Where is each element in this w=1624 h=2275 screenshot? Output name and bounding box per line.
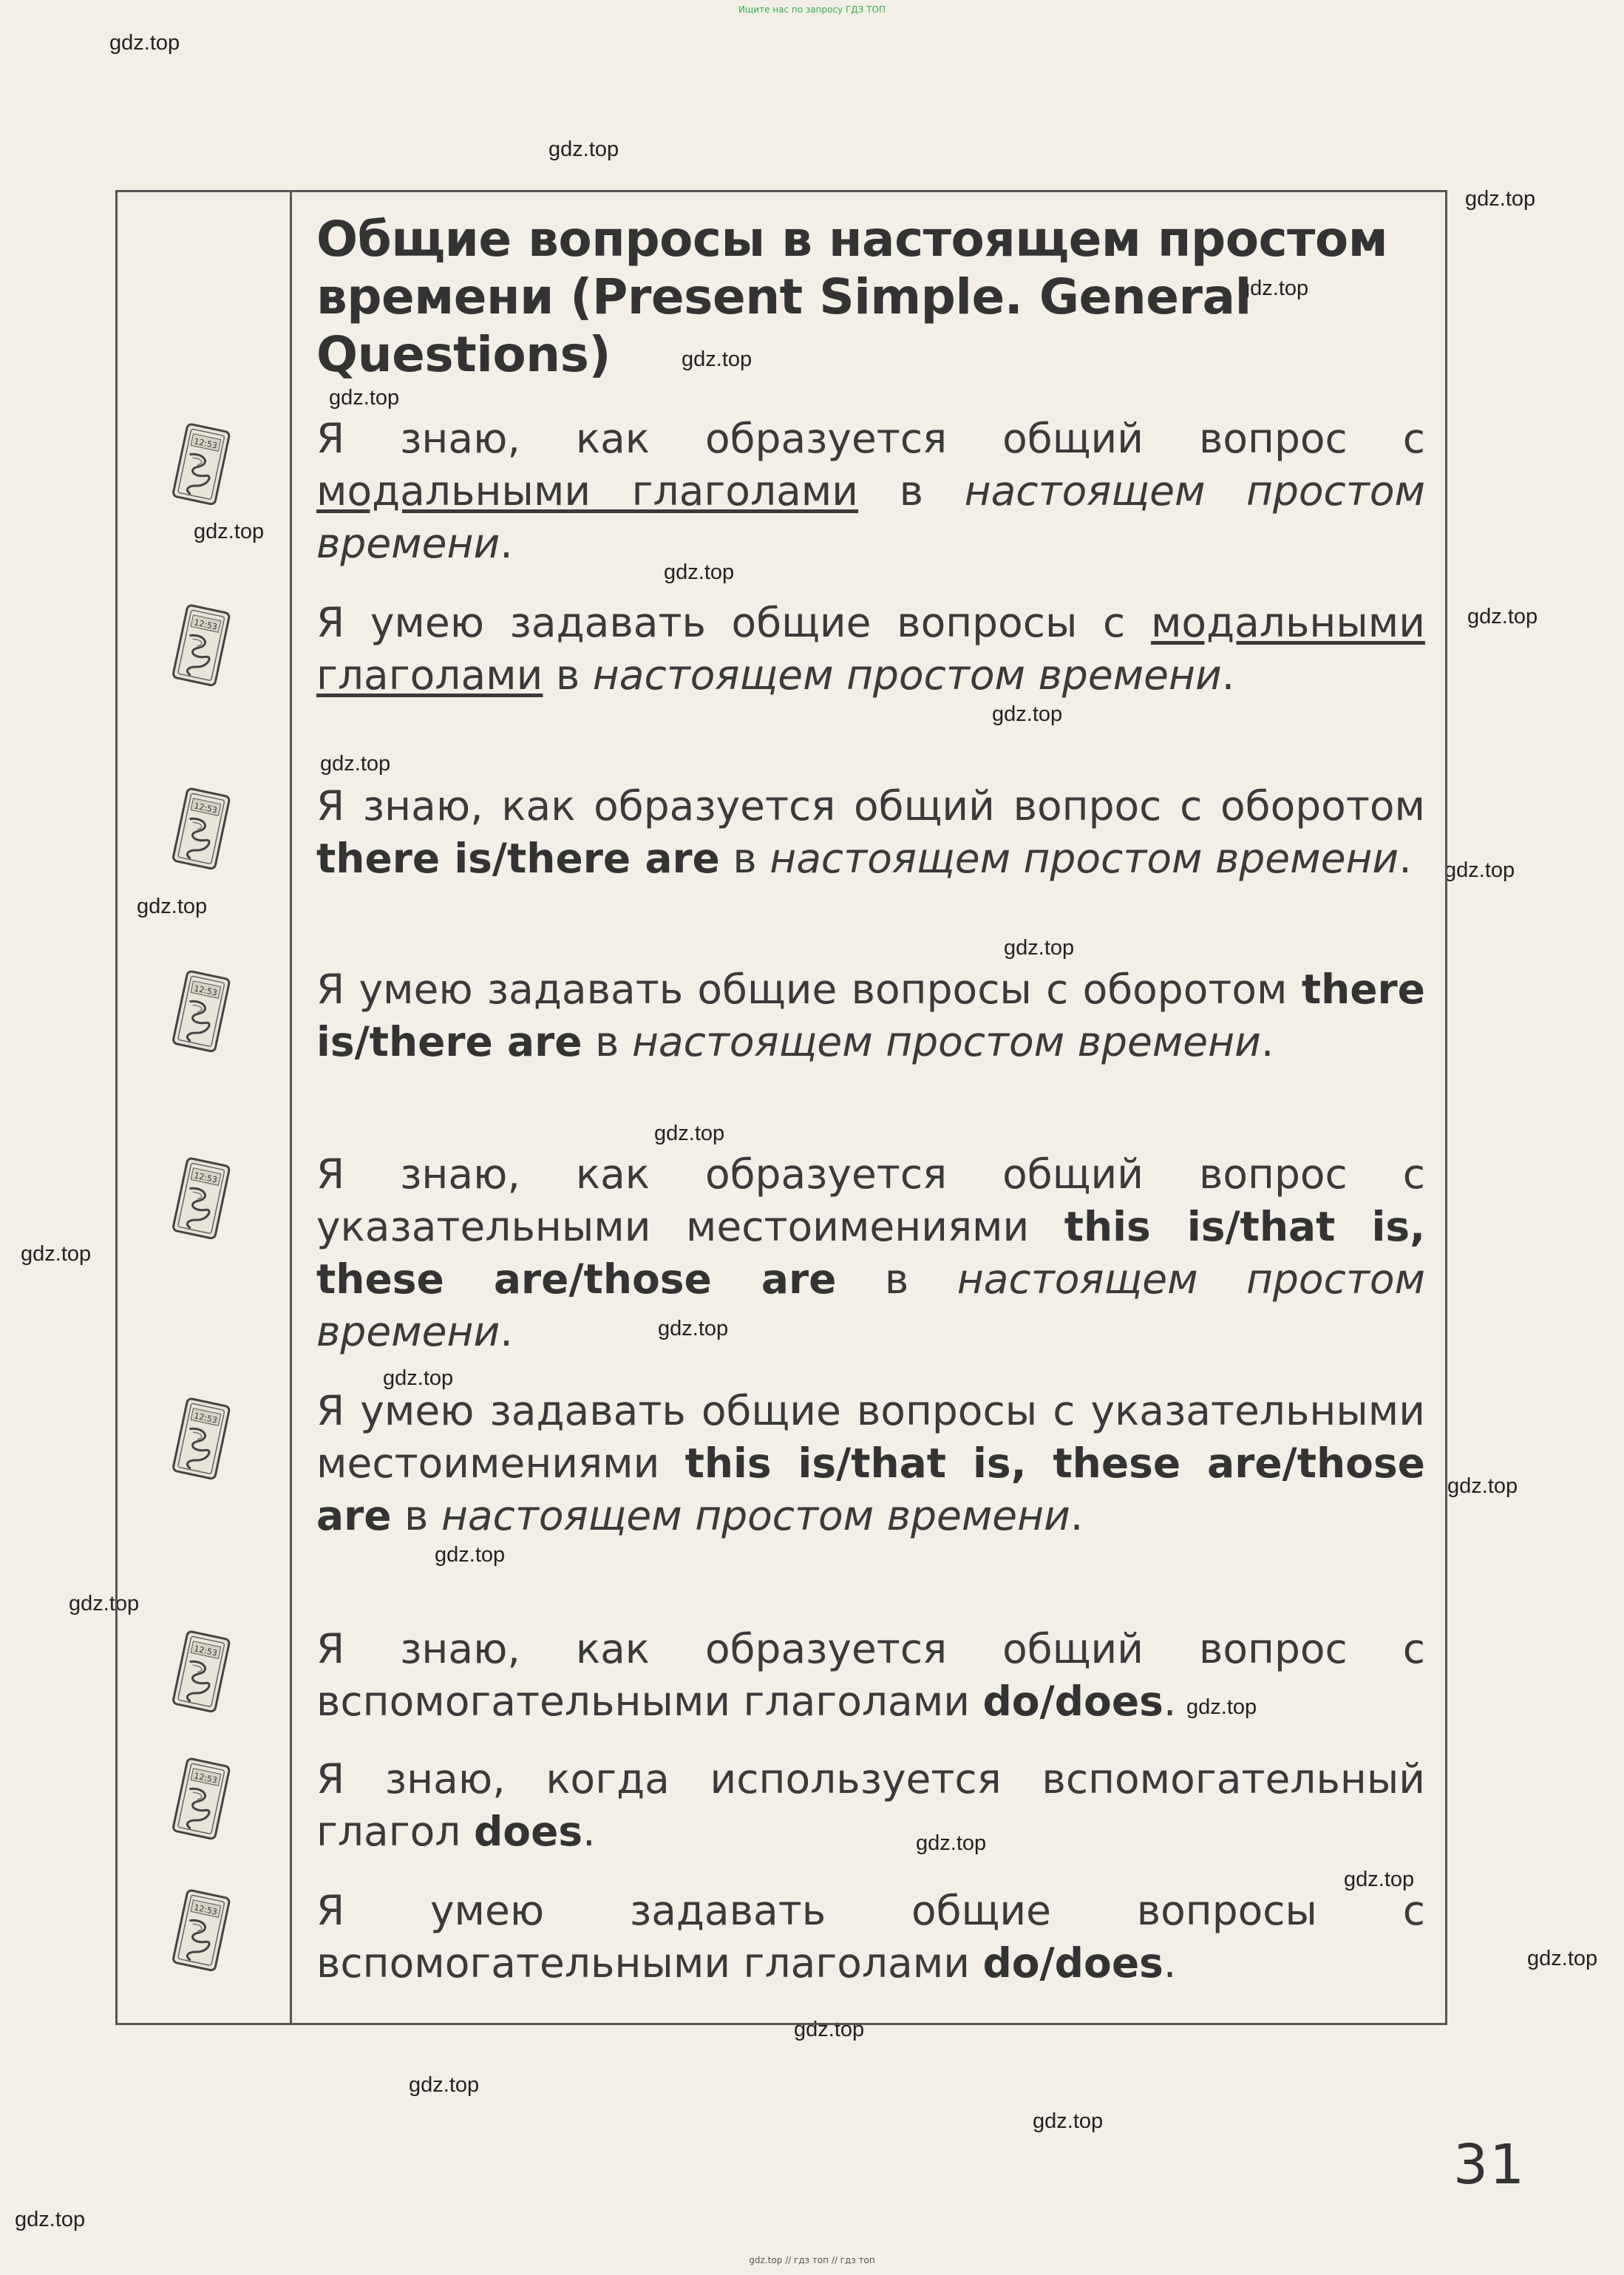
tablet-clock-icon <box>166 1156 237 1243</box>
watermark: gdz.top <box>320 752 391 776</box>
watermark: gdz.top <box>69 1592 140 1615</box>
svg-text:12:53: 12:53 <box>193 1902 219 1917</box>
watermark: gdz.top <box>654 1122 725 1145</box>
svg-text:12:53: 12:53 <box>193 1771 219 1786</box>
watermark: gdz.top <box>916 1831 987 1855</box>
watermark: gdz.top <box>137 895 208 918</box>
watermark: gdz.top <box>794 2018 865 2041</box>
watermark: gdz.top <box>682 347 752 371</box>
checklist-item: Я знаю, когда используется вспомогательный глагол does. <box>316 1755 1425 1855</box>
watermark: gdz.top <box>992 702 1063 726</box>
svg-text:12:53: 12:53 <box>193 1644 219 1658</box>
tablet-clock-icon <box>166 1756 237 1843</box>
watermark: gdz.top <box>1186 1695 1257 1719</box>
checklist-item: Я умею задавать общие вопросы с указательными местоимениями this is/that is, these are/those are в настоящем простом времени. <box>316 1387 1425 1539</box>
tablet-clock-icon <box>166 421 237 509</box>
watermark: gdz.top <box>1033 2109 1104 2133</box>
watermark: gdz.top <box>658 1317 729 1340</box>
svg-text:12:53: 12:53 <box>193 1411 219 1425</box>
watermark: gdz.top <box>1465 187 1536 211</box>
svg-text:12:53: 12:53 <box>193 801 219 816</box>
checklist-item: Я знаю, как образуется общий вопрос с оборотом there is/there are в настоящем простом времени. <box>316 782 1425 882</box>
watermark: gdz.top <box>383 1366 454 1390</box>
watermark: gdz.top <box>548 138 619 161</box>
checklist-item: Я знаю, как образуется общий вопрос с модальными глаголами в настоящем простом времени. <box>316 415 1425 567</box>
svg-text:12:53: 12:53 <box>193 983 219 998</box>
tablet-clock-icon <box>166 1629 237 1716</box>
checklist-item: Я умею задавать общие вопросы с модальными глаголами в настоящем простом времени. <box>316 599 1425 699</box>
checklist-item: Я умею задавать общие вопросы с вспомогательными глаголами do/does. <box>316 1887 1425 1987</box>
watermark: gdz.top <box>1447 1474 1518 1498</box>
watermark: gdz.top <box>1004 936 1075 960</box>
tablet-clock-icon <box>166 1396 237 1483</box>
svg-text:12:53: 12:53 <box>193 617 219 632</box>
tablet-clock-icon <box>166 1888 237 1975</box>
watermark: gdz.top <box>1344 1868 1415 1891</box>
tablet-clock-icon <box>166 969 237 1056</box>
watermark: gdz.top <box>1527 1947 1598 1970</box>
top-note: Ищите нас по запросу ГДЗ ТОП <box>738 4 886 15</box>
watermark: gdz.top <box>1467 605 1538 628</box>
checklist-item: Я знаю, как образуется общий вопрос с вспомогательными глаголами do/does. <box>316 1625 1425 1725</box>
watermark: gdz.top <box>109 31 180 55</box>
tablet-clock-icon <box>166 786 237 873</box>
page-number: 31 <box>1453 2133 1526 2197</box>
checklist-item: Я знаю, как образуется общий вопрос с указательными местоимениями this is/that is, these are/those are в настоящем простом времени. <box>316 1150 1425 1355</box>
watermark: gdz.top <box>194 520 265 543</box>
watermark: gdz.top <box>1238 277 1309 300</box>
watermark: gdz.top <box>435 1543 506 1567</box>
watermark: gdz.top <box>664 560 735 584</box>
watermark: gdz.top <box>15 2208 86 2231</box>
bottom-note: gdz.top // гдз топ // гдз топ <box>749 2255 875 2265</box>
svg-text:12:53: 12:53 <box>193 1170 219 1185</box>
watermark: gdz.top <box>1444 858 1515 882</box>
svg-text:12:53: 12:53 <box>193 436 219 451</box>
watermark: gdz.top <box>409 2073 480 2097</box>
column-divider <box>290 190 292 2025</box>
tablet-clock-icon <box>166 603 237 690</box>
watermark: gdz.top <box>329 386 400 410</box>
checklist-item: Я умею задавать общие вопросы с оборотом there is/there are в настоящем простом времени. <box>316 966 1425 1065</box>
section-title: Общие вопросы в настоящем простом времени (Present Simple. General Questions) <box>316 211 1388 383</box>
watermark: gdz.top <box>21 1242 92 1266</box>
